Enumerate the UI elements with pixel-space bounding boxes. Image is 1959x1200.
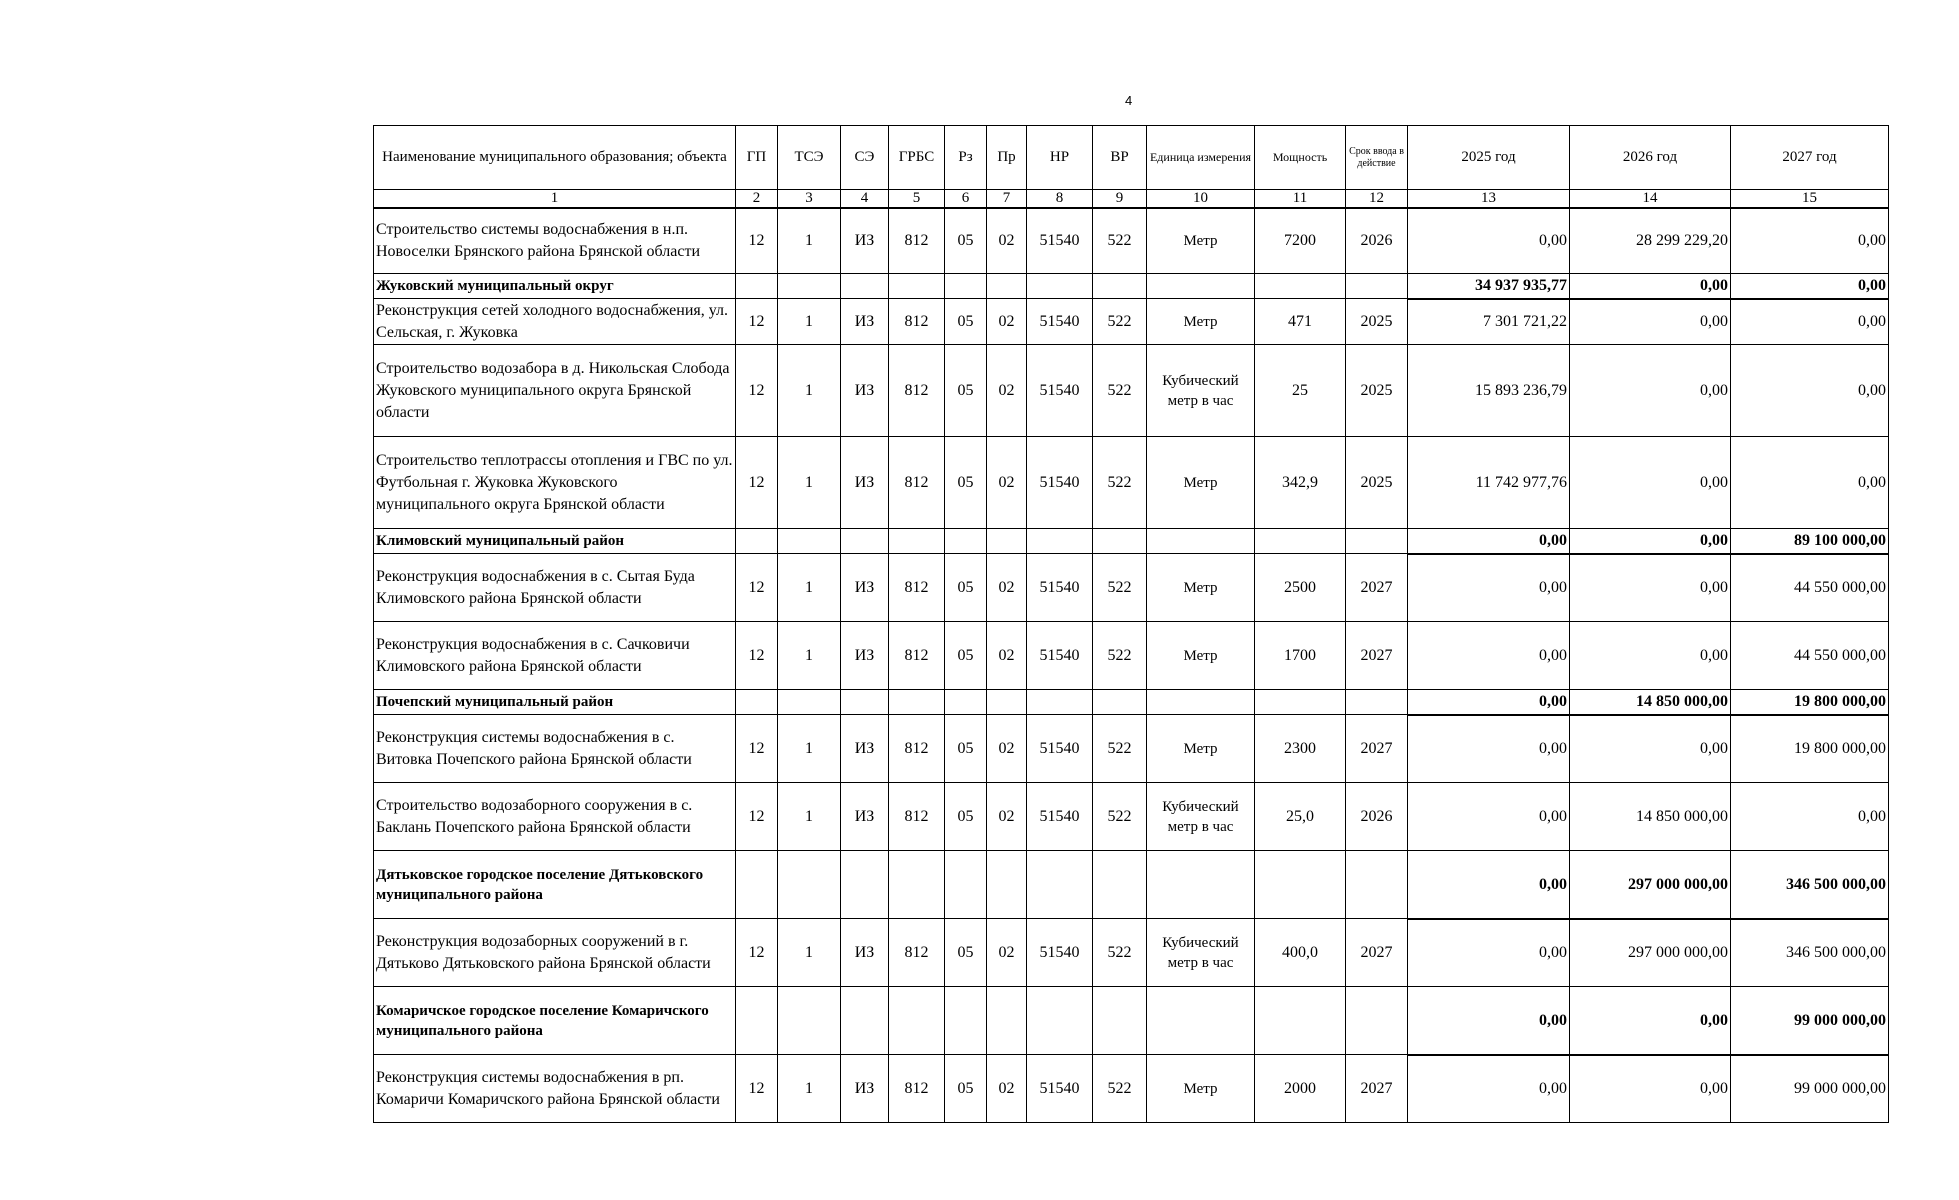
gp-cell: 12 [736, 1055, 778, 1123]
column-number: 1 [374, 190, 736, 208]
total-2027: 89 100 000,00 [1731, 529, 1889, 554]
amount-2026: 0,00 [1570, 299, 1731, 345]
column-number: 12 [1346, 190, 1408, 208]
header-name: Наименование муниципального образования; объекта [374, 126, 736, 190]
unit-cell: Метр [1147, 622, 1255, 690]
rz-cell: 05 [945, 622, 987, 690]
table-row [374, 715, 1889, 783]
amount-2027: 0,00 [1731, 345, 1889, 437]
gp-cell: 12 [736, 622, 778, 690]
amount-2025: 15 893 236,79 [1408, 345, 1570, 437]
power-cell: 2300 [1255, 715, 1346, 783]
grbs-cell: 812 [889, 554, 945, 622]
term-cell: 2027 [1346, 919, 1408, 987]
vr-cell: 522 [1093, 919, 1147, 987]
se-cell: ИЗ [841, 1055, 889, 1123]
power-cell: 400,0 [1255, 919, 1346, 987]
municipality-name: Комаричское городское поселение Комаричского муниципального района [374, 987, 736, 1055]
term-cell: 2027 [1346, 622, 1408, 690]
column-number: 2 [736, 190, 778, 208]
object-name: Реконструкция водоснабжения в с. Сытая Буда Климовского района Брянской области [374, 554, 736, 622]
term-cell: 2025 [1346, 299, 1408, 345]
header-row [374, 126, 1889, 190]
grbs-cell: 812 [889, 299, 945, 345]
term-cell: 2026 [1346, 208, 1408, 274]
amount-2027: 44 550 000,00 [1731, 554, 1889, 622]
gp-cell: 12 [736, 919, 778, 987]
object-name: Реконструкция водоснабжения в с. Сачковичи Климовского района Брянской области [374, 622, 736, 690]
header-pr: Пр [987, 126, 1027, 190]
pr-cell: 02 [987, 783, 1027, 851]
nr-cell: 51540 [1027, 783, 1093, 851]
municipality-name: Дятьковское городское поселение Дятьковского муниципального района [374, 851, 736, 919]
gp-cell: 12 [736, 783, 778, 851]
amount-2025: 0,00 [1408, 715, 1570, 783]
pr-cell: 02 [987, 554, 1027, 622]
total-2027: 99 000 000,00 [1731, 987, 1889, 1055]
object-name: Строительство водозабора в д. Никольская Слобода Жуковского муниципального округа Брянской области [374, 345, 736, 437]
total-2026: 0,00 [1570, 529, 1731, 554]
power-cell: 471 [1255, 299, 1346, 345]
column-number: 14 [1570, 190, 1731, 208]
header-tse: ТСЭ [778, 126, 841, 190]
header-power: Мощность [1255, 126, 1346, 190]
header-2025: 2025 год [1408, 126, 1570, 190]
nr-cell: 51540 [1027, 622, 1093, 690]
column-number: 8 [1027, 190, 1093, 208]
pr-cell: 02 [987, 208, 1027, 274]
total-2027: 346 500 000,00 [1731, 851, 1889, 919]
term-cell: 2025 [1346, 437, 1408, 529]
term-cell: 2026 [1346, 783, 1408, 851]
table-row [374, 622, 1889, 690]
se-cell: ИЗ [841, 622, 889, 690]
nr-cell: 51540 [1027, 715, 1093, 783]
amount-2025: 11 742 977,76 [1408, 437, 1570, 529]
table-row [374, 783, 1889, 851]
gp-cell: 12 [736, 208, 778, 274]
amount-2025: 0,00 [1408, 783, 1570, 851]
pr-cell: 02 [987, 622, 1027, 690]
table-row [374, 919, 1889, 987]
rz-cell: 05 [945, 299, 987, 345]
column-number-row [374, 190, 1889, 208]
header-2026: 2026 год [1570, 126, 1731, 190]
nr-cell: 51540 [1027, 554, 1093, 622]
amount-2027: 19 800 000,00 [1731, 715, 1889, 783]
grbs-cell: 812 [889, 715, 945, 783]
tse-cell: 1 [778, 208, 841, 274]
column-number: 11 [1255, 190, 1346, 208]
tse-cell: 1 [778, 1055, 841, 1123]
column-number: 15 [1731, 190, 1889, 208]
unit-cell: Кубический метр в час [1147, 783, 1255, 851]
total-2026: 0,00 [1570, 274, 1731, 299]
nr-cell: 51540 [1027, 437, 1093, 529]
amount-2026: 0,00 [1570, 715, 1731, 783]
amount-2025: 0,00 [1408, 919, 1570, 987]
vr-cell: 522 [1093, 437, 1147, 529]
grbs-cell: 812 [889, 208, 945, 274]
se-cell: ИЗ [841, 437, 889, 529]
header-nr: НР [1027, 126, 1093, 190]
term-cell: 2025 [1346, 345, 1408, 437]
pr-cell: 02 [987, 715, 1027, 783]
tse-cell: 1 [778, 345, 841, 437]
grbs-cell: 812 [889, 437, 945, 529]
tse-cell: 1 [778, 437, 841, 529]
table-row [374, 345, 1889, 437]
rz-cell: 05 [945, 1055, 987, 1123]
grbs-cell: 812 [889, 919, 945, 987]
rz-cell: 05 [945, 345, 987, 437]
vr-cell: 522 [1093, 554, 1147, 622]
amount-2026: 0,00 [1570, 622, 1731, 690]
amount-2025: 7 301 721,22 [1408, 299, 1570, 345]
nr-cell: 51540 [1027, 208, 1093, 274]
total-2025: 0,00 [1408, 851, 1570, 919]
total-2025: 0,00 [1408, 987, 1570, 1055]
amount-2025: 0,00 [1408, 554, 1570, 622]
total-2027: 0,00 [1731, 274, 1889, 299]
table-row [374, 208, 1889, 274]
gp-cell: 12 [736, 715, 778, 783]
gp-cell: 12 [736, 345, 778, 437]
se-cell: ИЗ [841, 715, 889, 783]
vr-cell: 522 [1093, 622, 1147, 690]
amount-2026: 0,00 [1570, 1055, 1731, 1123]
se-cell: ИЗ [841, 783, 889, 851]
grbs-cell: 812 [889, 783, 945, 851]
header-se: СЭ [841, 126, 889, 190]
gp-cell: 12 [736, 554, 778, 622]
pr-cell: 02 [987, 1055, 1027, 1123]
nr-cell: 51540 [1027, 1055, 1093, 1123]
group-row [374, 274, 1889, 299]
rz-cell: 05 [945, 208, 987, 274]
header-term: Срок ввода в действие [1346, 126, 1408, 190]
column-number: 13 [1408, 190, 1570, 208]
rz-cell: 05 [945, 437, 987, 529]
vr-cell: 522 [1093, 715, 1147, 783]
unit-cell: Метр [1147, 208, 1255, 274]
power-cell: 25 [1255, 345, 1346, 437]
tse-cell: 1 [778, 622, 841, 690]
page-number: 4 [1125, 93, 1133, 108]
amount-2026: 0,00 [1570, 437, 1731, 529]
se-cell: ИЗ [841, 919, 889, 987]
gp-cell: 12 [736, 437, 778, 529]
table-row [374, 299, 1889, 345]
vr-cell: 522 [1093, 208, 1147, 274]
rz-cell: 05 [945, 783, 987, 851]
tse-cell: 1 [778, 919, 841, 987]
rz-cell: 05 [945, 715, 987, 783]
unit-cell: Метр [1147, 437, 1255, 529]
power-cell: 2000 [1255, 1055, 1346, 1123]
amount-2025: 0,00 [1408, 622, 1570, 690]
header-rz: Рз [945, 126, 987, 190]
object-name: Реконструкция системы водоснабжения в с. Витовка Почепского района Брянской области [374, 715, 736, 783]
unit-cell: Метр [1147, 1055, 1255, 1123]
nr-cell: 51540 [1027, 345, 1093, 437]
municipality-name: Жуковский муниципальный округ [374, 274, 736, 299]
amount-2026: 297 000 000,00 [1570, 919, 1731, 987]
amount-2027: 44 550 000,00 [1731, 622, 1889, 690]
se-cell: ИЗ [841, 208, 889, 274]
grbs-cell: 812 [889, 1055, 945, 1123]
pr-cell: 02 [987, 919, 1027, 987]
total-2026: 0,00 [1570, 987, 1731, 1055]
rz-cell: 05 [945, 554, 987, 622]
unit-cell: Кубический метр в час [1147, 919, 1255, 987]
total-2025: 34 937 935,77 [1408, 274, 1570, 299]
amount-2025: 0,00 [1408, 1055, 1570, 1123]
unit-cell: Метр [1147, 299, 1255, 345]
se-cell: ИЗ [841, 554, 889, 622]
table-row [374, 437, 1889, 529]
amount-2027: 346 500 000,00 [1731, 919, 1889, 987]
gp-cell: 12 [736, 299, 778, 345]
investment-table [373, 125, 1889, 1123]
column-number: 7 [987, 190, 1027, 208]
total-2025: 0,00 [1408, 690, 1570, 715]
object-name: Реконструкция сетей холодного водоснабжения, ул. Сельская, г. Жуковка [374, 299, 736, 345]
tse-cell: 1 [778, 554, 841, 622]
group-row [374, 987, 1889, 1055]
object-name: Строительство системы водоснабжения в н.п. Новоселки Брянского района Брянской области [374, 208, 736, 274]
column-number: 9 [1093, 190, 1147, 208]
term-cell: 2027 [1346, 554, 1408, 622]
column-number: 10 [1147, 190, 1255, 208]
municipality-name: Климовский муниципальный район [374, 529, 736, 554]
nr-cell: 51540 [1027, 919, 1093, 987]
table-row [374, 1055, 1889, 1123]
unit-cell: Метр [1147, 715, 1255, 783]
amount-2027: 0,00 [1731, 437, 1889, 529]
object-name: Реконструкция системы водоснабжения в рп. Комаричи Комаричского района Брянской области [374, 1055, 736, 1123]
vr-cell: 522 [1093, 783, 1147, 851]
tse-cell: 1 [778, 715, 841, 783]
object-name: Строительство водозаборного сооружения в с. Баклань Почепского района Брянской области [374, 783, 736, 851]
header-unit: Единица измерения [1147, 126, 1255, 190]
amount-2026: 0,00 [1570, 554, 1731, 622]
power-cell: 1700 [1255, 622, 1346, 690]
power-cell: 2500 [1255, 554, 1346, 622]
tse-cell: 1 [778, 299, 841, 345]
header-2027: 2027 год [1731, 126, 1889, 190]
header-vr: ВР [1093, 126, 1147, 190]
amount-2027: 0,00 [1731, 299, 1889, 345]
tse-cell: 1 [778, 783, 841, 851]
pr-cell: 02 [987, 437, 1027, 529]
group-row [374, 529, 1889, 554]
column-number: 4 [841, 190, 889, 208]
amount-2026: 14 850 000,00 [1570, 783, 1731, 851]
pr-cell: 02 [987, 299, 1027, 345]
unit-cell: Метр [1147, 554, 1255, 622]
column-number: 5 [889, 190, 945, 208]
column-number: 3 [778, 190, 841, 208]
rz-cell: 05 [945, 919, 987, 987]
object-name: Строительство теплотрассы отопления и ГВС по ул. Футбольная г. Жуковка Жуковского муниципального округа Брянской области [374, 437, 736, 529]
se-cell: ИЗ [841, 299, 889, 345]
power-cell: 25,0 [1255, 783, 1346, 851]
total-2025: 0,00 [1408, 529, 1570, 554]
object-name: Реконструкция водозаборных сооружений в г. Дятьково Дятьковского района Брянской области [374, 919, 736, 987]
amount-2026: 0,00 [1570, 345, 1731, 437]
total-2027: 19 800 000,00 [1731, 690, 1889, 715]
amount-2027: 0,00 [1731, 208, 1889, 274]
amount-2027: 0,00 [1731, 783, 1889, 851]
total-2026: 297 000 000,00 [1570, 851, 1731, 919]
total-2026: 14 850 000,00 [1570, 690, 1731, 715]
power-cell: 342,9 [1255, 437, 1346, 529]
column-number: 6 [945, 190, 987, 208]
nr-cell: 51540 [1027, 299, 1093, 345]
header-gp: ГП [736, 126, 778, 190]
group-row [374, 851, 1889, 919]
se-cell: ИЗ [841, 345, 889, 437]
grbs-cell: 812 [889, 345, 945, 437]
pr-cell: 02 [987, 345, 1027, 437]
term-cell: 2027 [1346, 1055, 1408, 1123]
vr-cell: 522 [1093, 345, 1147, 437]
vr-cell: 522 [1093, 1055, 1147, 1123]
group-row [374, 690, 1889, 715]
unit-cell: Кубический метр в час [1147, 345, 1255, 437]
term-cell: 2027 [1346, 715, 1408, 783]
table-row [374, 554, 1889, 622]
vr-cell: 522 [1093, 299, 1147, 345]
grbs-cell: 812 [889, 622, 945, 690]
amount-2026: 28 299 229,20 [1570, 208, 1731, 274]
municipality-name: Почепский муниципальный район [374, 690, 736, 715]
amount-2027: 99 000 000,00 [1731, 1055, 1889, 1123]
amount-2025: 0,00 [1408, 208, 1570, 274]
header-grbs: ГРБС [889, 126, 945, 190]
power-cell: 7200 [1255, 208, 1346, 274]
